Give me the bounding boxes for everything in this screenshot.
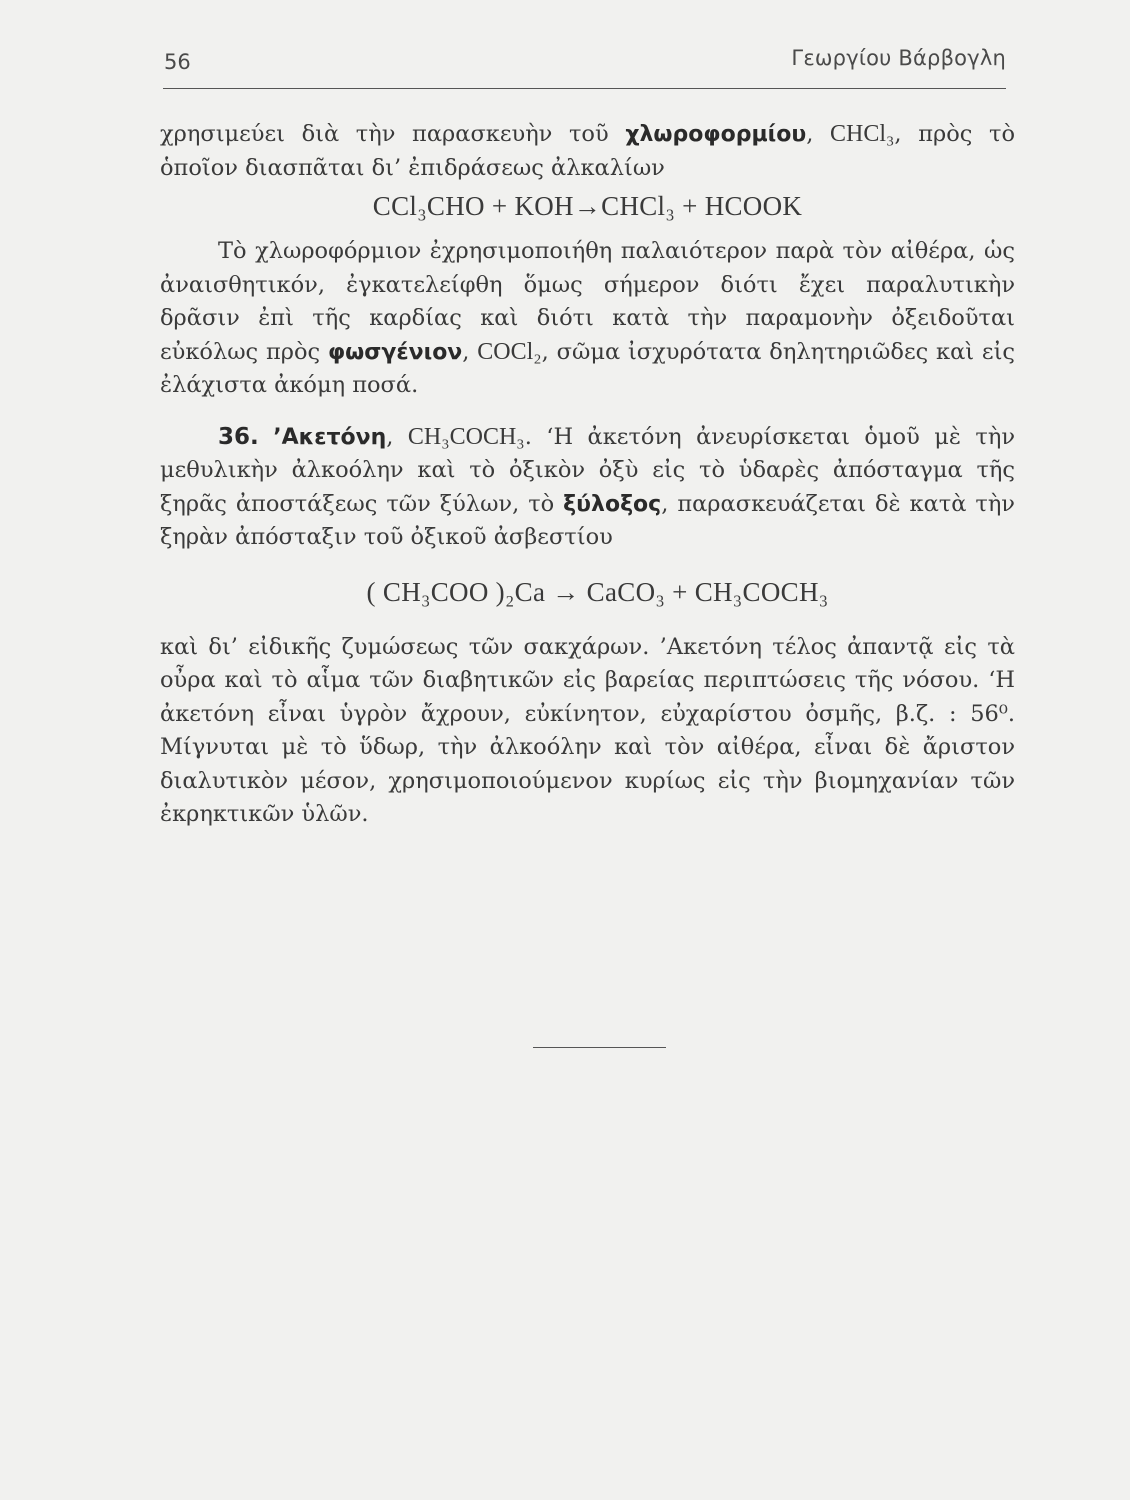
paragraph-2 (160, 235, 1015, 403)
p2-text-3: , σῶμα ἰσχυρότατα δηλητηριῶδες καὶ εἰς ἐλάχιστα ἀκόμη ποσά. (160, 338, 1015, 398)
term-xyloxos: ξύλοξος (563, 491, 662, 517)
page-header (160, 44, 1008, 88)
section-number: 36. (218, 423, 259, 450)
running-head: Γεωργίου Βάρβογλη (791, 46, 1006, 70)
p1-text-2: , (806, 121, 831, 147)
p3-text-2: . ‘Η ἀκετόνη ἀνευρίσκεται ὁμοῦ μὲ τὴν μεθυλικὴν ἀλκοόλην καὶ τὸ ὀξικὸν ὀξὺ εἰς τὸ ὑδαρὲς ἀπόσταγμα τῆς ξηρᾶς ἀποστάξεως τῶν ξύλων, τὸ (160, 423, 1015, 517)
equation-acetone: ( CH₃COO )₂Ca → CaCO₃ + CH₃COCH₃ (366, 576, 829, 607)
section-title-acetone: ’Ακετόνη (273, 424, 387, 450)
p1-text-3: , πρὸς τὸ ὁποῖον διασπᾶται δι’ ἐπιδράσεως ἀλκαλίων (160, 121, 1015, 181)
page-number: 56 (164, 50, 191, 74)
closing-rule (533, 1047, 666, 1048)
p2-text-1: Τὸ χλωροφόρμιον ἐχρησιμοποιήθη παλαιότερον παρὰ τὸν αἰθέρα, ὡς ἀναισθητικόν, ἐγκατελείφθη ὅμως σήμερον διότι ἔχει παραλυτικὴν δρᾶσιν ἐπὶ τῆς καρδίας καὶ διότι κατὰ τὴν παραμονὴν ὀξειδοῦται εὐκόλως πρὸς (160, 238, 1015, 365)
formula-cocl2: COCl₂ (477, 338, 542, 365)
p3-text-1: , (386, 423, 408, 450)
p1-text-1: χρησιμεύει διὰ τὴν παρασκευὴν τοῦ (160, 121, 626, 147)
formula-acetone: CH₃COCH₃ (407, 423, 525, 450)
p4-text-1: καὶ δι’ εἰδικῆς ζυμώσεως τῶν σακχάρων. ’Ακετόνη τέλος ἀπαντᾷ εἰς τὰ οὖρα καὶ τὸ αἷμα τῶν διαβητικῶν εἰς βαρείας περιπτώσεις τῆς νόσου. ‘Η ἀκετόνη εἶναι ὑγρὸν ἄχρουν, εὐκίνητον, εὐχαρίστου ὀσμῆς, β.ζ. : 56⁰. Μίγνυται μὲ τὸ ὕδωρ, τὴν ἀλκοόλην καὶ τὸν αἰθέρα, εἶναι δὲ ἄριστον διαλυτικὸν μέσον, χρησιμοποιούμενον κυρίως εἰς τὴν βιομηχανίαν τῶν ἐκρηκτικῶν ὑλῶν. (160, 633, 1015, 827)
term-chloroform: χλωροφορμίου (625, 122, 807, 147)
paragraph-4 (160, 631, 1015, 832)
body-text (160, 118, 1015, 832)
paragraph-3-acetone (160, 421, 1015, 555)
p2-text-2: , (462, 338, 478, 365)
p3-text-3: , παρασκευάζεται δὲ κατὰ τὴν ξηρὰν ἀπόσταξιν τοῦ ὀξικοῦ ἀσβεστίου (160, 490, 1015, 550)
equation-chloroform: CCl₃CHO + KOH→CHCl₃ + HCOOK (372, 191, 803, 221)
formula-chcl3: CHCl₃ (830, 121, 895, 147)
header-rule (163, 88, 1006, 89)
paragraph-1 (160, 118, 1015, 185)
term-phosgene: φωσγένιον (327, 339, 463, 365)
